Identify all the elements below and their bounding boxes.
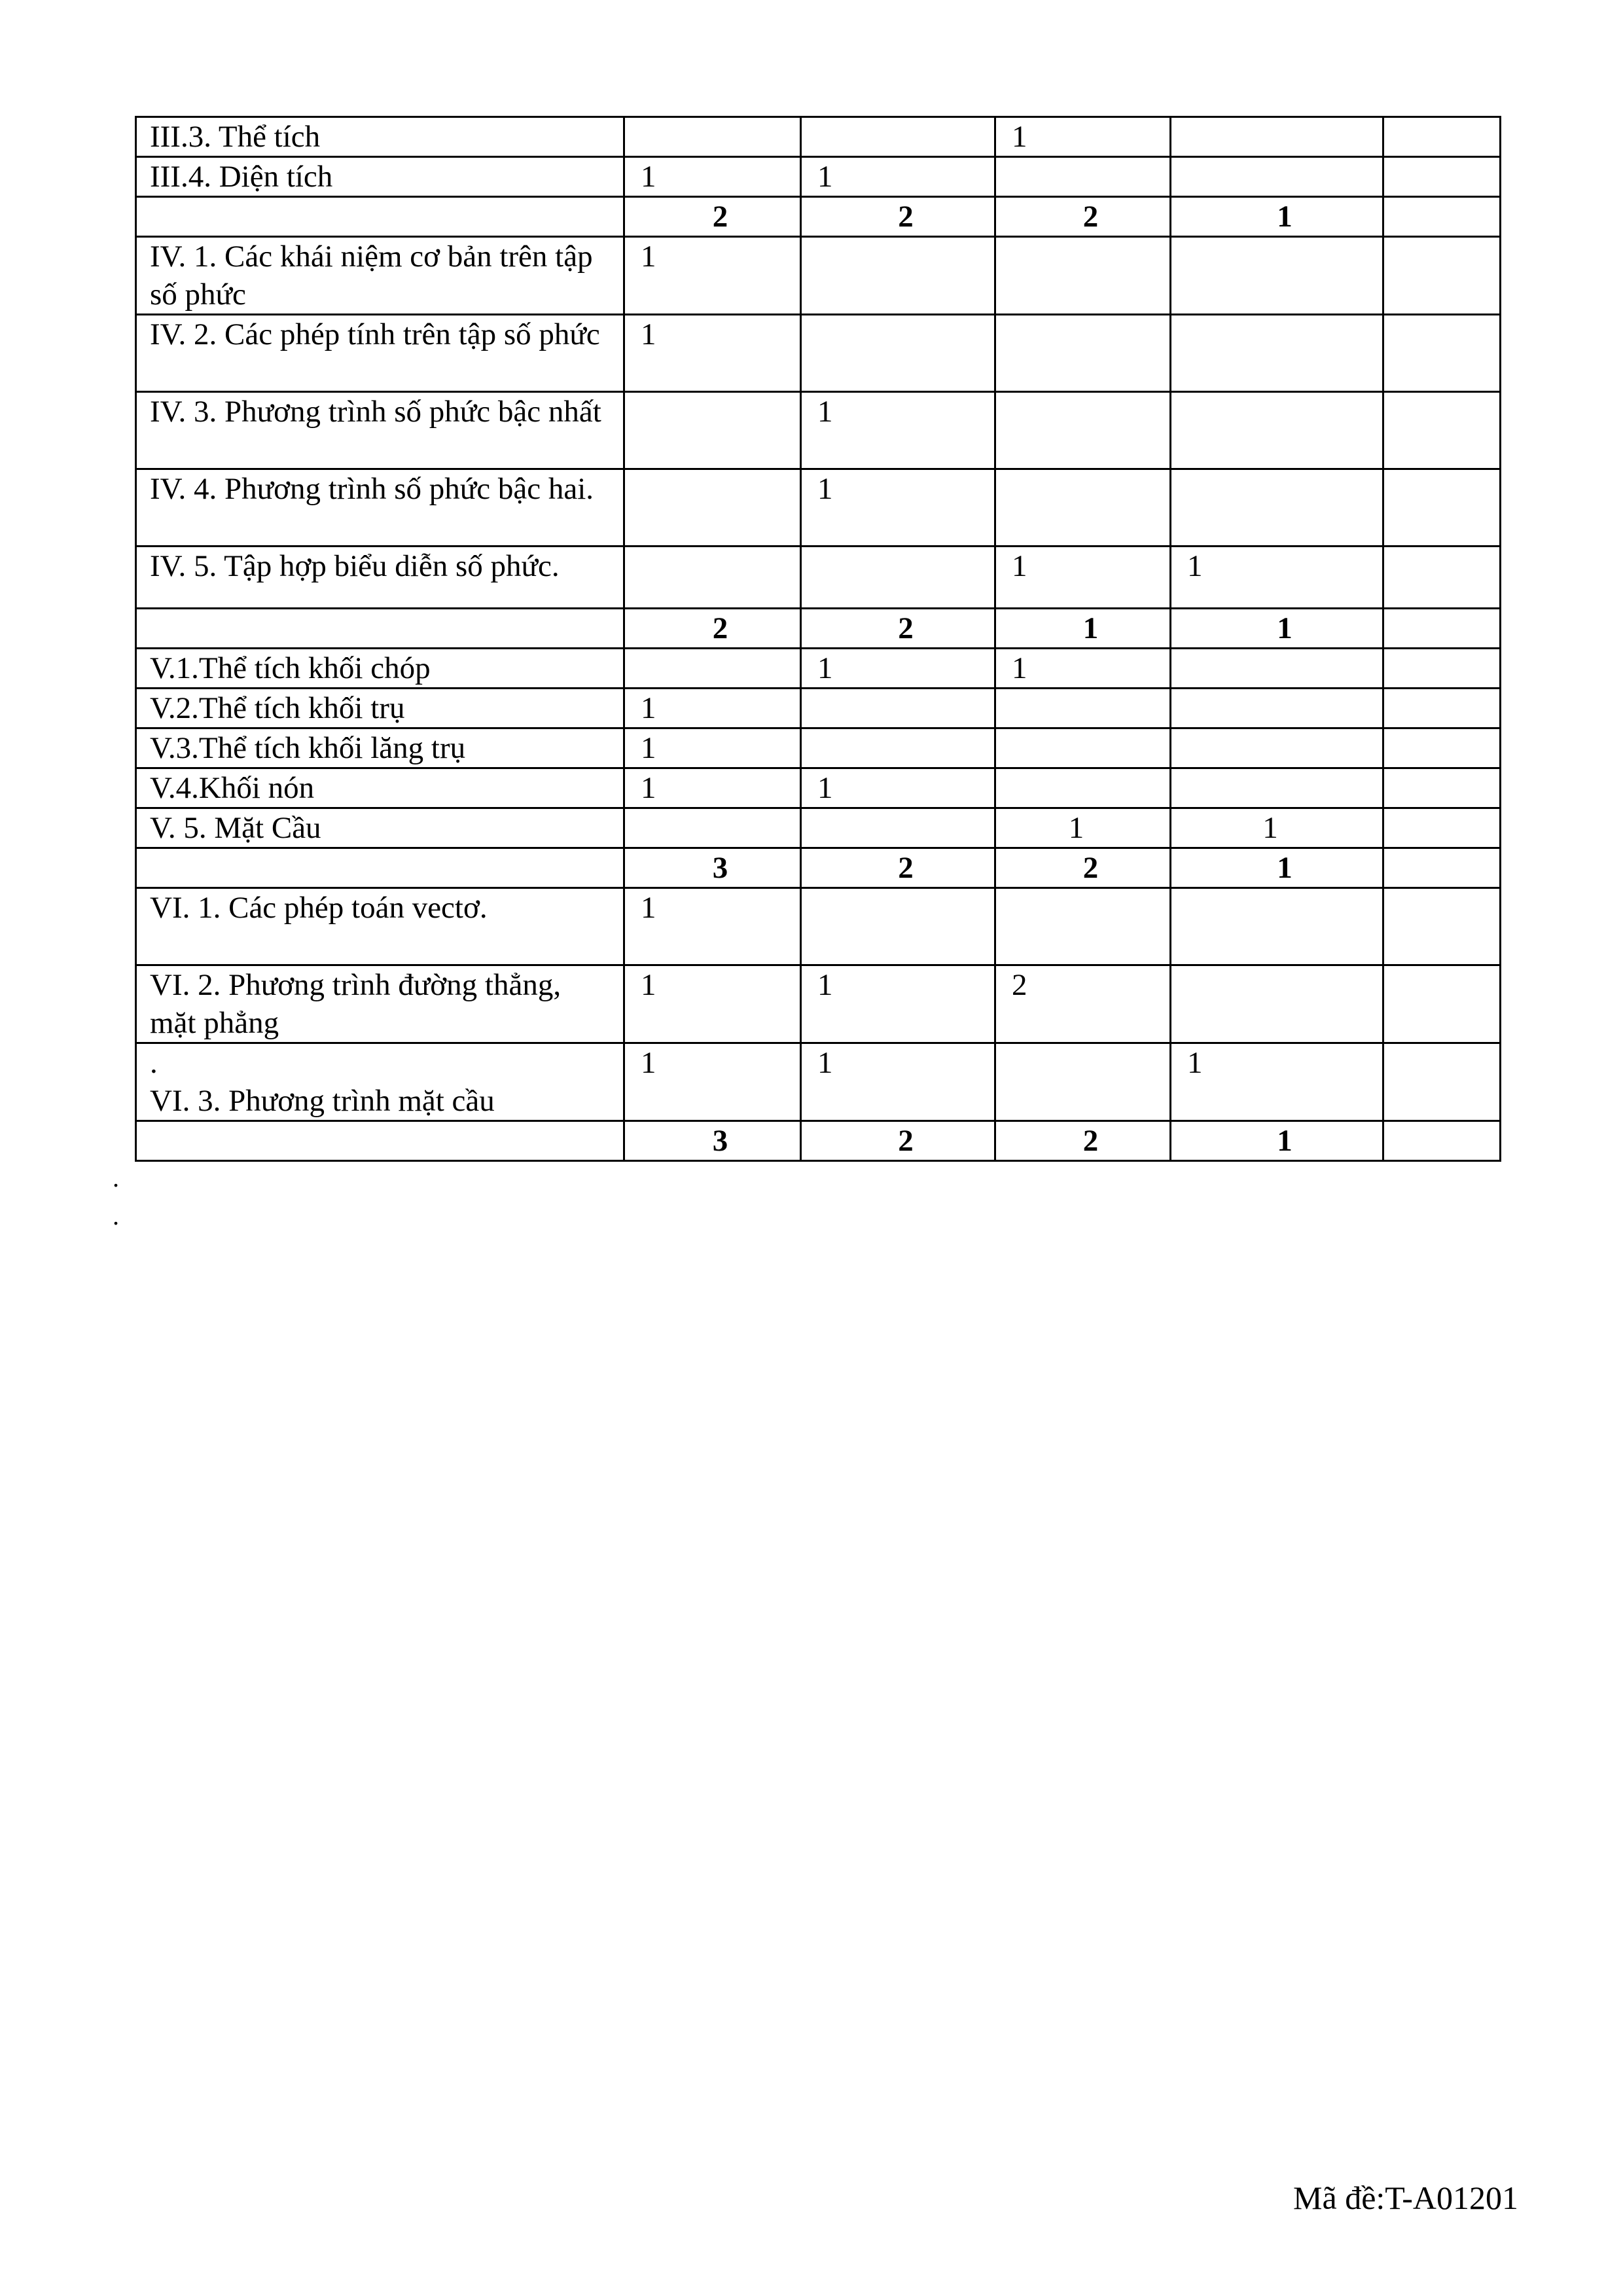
question-matrix-table — [135, 116, 1501, 1162]
count-cell: 1 — [801, 392, 995, 469]
count-cell — [1383, 157, 1501, 197]
count-cell: 1 — [995, 547, 1171, 609]
count-cell: 1 — [624, 768, 801, 808]
count-cell: 1 — [624, 888, 801, 965]
topic-cell: V.1.Thể tích khối chóp — [136, 649, 624, 689]
count-cell — [995, 392, 1171, 469]
count-cell — [624, 649, 801, 689]
table-row — [136, 237, 1501, 315]
count-cell — [995, 157, 1171, 197]
topic-cell: IV. 2. Các phép tính trên tập số phức — [136, 315, 624, 392]
count-cell — [995, 237, 1171, 315]
count-cell — [1171, 117, 1383, 157]
count-cell — [624, 117, 801, 157]
count-cell — [1383, 547, 1501, 609]
count-cell — [1383, 469, 1501, 547]
topic-cell: III.3. Thể tích — [136, 117, 624, 157]
count-cell — [1383, 888, 1501, 965]
count-cell — [1383, 315, 1501, 392]
total-count-cell: 3 — [624, 848, 801, 888]
count-cell — [1383, 1043, 1501, 1121]
count-cell — [995, 768, 1171, 808]
total-count-cell: 3 — [624, 1121, 801, 1161]
count-cell: 1 — [801, 768, 995, 808]
total-count-cell: 1 — [1171, 609, 1383, 649]
total-count-cell — [1383, 848, 1501, 888]
table-row — [136, 808, 1501, 848]
table-row — [136, 689, 1501, 728]
stray-dot: . — [113, 1201, 119, 1230]
total-count-cell — [1383, 1121, 1501, 1161]
table-row — [136, 117, 1501, 157]
count-cell — [801, 689, 995, 728]
total-count-cell: 2 — [801, 848, 995, 888]
table-row — [136, 649, 1501, 689]
table-row — [136, 392, 1501, 469]
topic-cell: V.3.Thể tích khối lăng trụ — [136, 728, 624, 768]
table-row — [136, 315, 1501, 392]
table-row — [136, 965, 1501, 1043]
count-cell — [995, 689, 1171, 728]
topic-cell: VI. 2. Phương trình đường thẳng, mặt phẳng — [136, 965, 624, 1043]
count-cell — [995, 1043, 1171, 1121]
total-count-cell — [1383, 197, 1501, 237]
total-label-cell — [136, 848, 624, 888]
count-cell — [1171, 392, 1383, 469]
topic-cell: . VI. 3. Phương trình mặt cầu — [136, 1043, 624, 1121]
count-cell — [995, 728, 1171, 768]
count-cell — [1171, 888, 1383, 965]
count-cell — [995, 888, 1171, 965]
topic-cell: V. 5. Mặt Cầu — [136, 808, 624, 848]
count-cell — [1383, 689, 1501, 728]
total-label-cell — [136, 197, 624, 237]
topic-cell: III.4. Diện tích — [136, 157, 624, 197]
count-cell — [624, 469, 801, 547]
topic-cell: IV. 1. Các khái niệm cơ bản trên tập số phức — [136, 237, 624, 315]
count-cell — [1171, 689, 1383, 728]
total-count-cell: 1 — [995, 609, 1171, 649]
topic-cell: IV. 5. Tập hợp biểu diễn số phức. — [136, 547, 624, 609]
count-cell: 1 — [801, 965, 995, 1043]
count-cell — [1383, 808, 1501, 848]
stray-dot: . — [113, 1163, 119, 1193]
exam-code: Mã đề:T-A01201 — [1293, 2179, 1518, 2216]
table-body — [136, 117, 1501, 1161]
count-cell — [1383, 237, 1501, 315]
count-cell — [995, 469, 1171, 547]
count-cell: 1 — [995, 117, 1171, 157]
count-cell — [624, 808, 801, 848]
table-row — [136, 547, 1501, 609]
topic-cell: V.2.Thể tích khối trụ — [136, 689, 624, 728]
total-count-cell: 1 — [1171, 1121, 1383, 1161]
total-row — [136, 848, 1501, 888]
table-row — [136, 469, 1501, 547]
count-cell — [1383, 392, 1501, 469]
count-cell — [1171, 649, 1383, 689]
count-cell — [624, 547, 801, 609]
total-count-cell — [1383, 609, 1501, 649]
count-cell — [1171, 315, 1383, 392]
count-cell — [1171, 237, 1383, 315]
count-cell: 1 — [801, 1043, 995, 1121]
count-cell: 1 — [801, 157, 995, 197]
count-cell — [801, 315, 995, 392]
count-cell: 1 — [624, 1043, 801, 1121]
count-cell — [1171, 469, 1383, 547]
count-cell — [801, 117, 995, 157]
count-cell: 1 — [624, 689, 801, 728]
count-cell: 1 — [995, 649, 1171, 689]
topic-cell: V.4.Khối nón — [136, 768, 624, 808]
total-count-cell: 2 — [995, 848, 1171, 888]
table-row — [136, 1043, 1501, 1121]
count-cell: 1 — [624, 728, 801, 768]
topic-cell: IV. 4. Phương trình số phức bậc hai. — [136, 469, 624, 547]
count-cell — [1171, 728, 1383, 768]
count-cell: 1 — [1171, 808, 1383, 848]
total-count-cell: 2 — [801, 609, 995, 649]
count-cell — [801, 888, 995, 965]
count-cell: 1 — [801, 649, 995, 689]
count-cell: 1 — [624, 157, 801, 197]
total-count-cell: 2 — [995, 1121, 1171, 1161]
count-cell — [995, 315, 1171, 392]
count-cell: 1 — [624, 965, 801, 1043]
count-cell: 1 — [995, 808, 1171, 848]
count-cell — [1383, 768, 1501, 808]
total-count-cell: 2 — [624, 609, 801, 649]
count-cell: 2 — [995, 965, 1171, 1043]
count-cell — [1383, 728, 1501, 768]
count-cell — [801, 808, 995, 848]
total-count-cell: 2 — [995, 197, 1171, 237]
total-count-cell: 2 — [801, 1121, 995, 1161]
count-cell: 1 — [1171, 547, 1383, 609]
count-cell — [1171, 768, 1383, 808]
total-row — [136, 197, 1501, 237]
count-cell — [1383, 117, 1501, 157]
count-cell — [624, 392, 801, 469]
count-cell: 1 — [801, 469, 995, 547]
table-row — [136, 768, 1501, 808]
topic-cell: IV. 3. Phương trình số phức bậc nhất — [136, 392, 624, 469]
count-cell — [1383, 965, 1501, 1043]
count-cell: 1 — [624, 315, 801, 392]
count-cell — [1171, 157, 1383, 197]
total-row — [136, 609, 1501, 649]
count-cell — [801, 237, 995, 315]
total-count-cell: 1 — [1171, 848, 1383, 888]
total-count-cell: 2 — [624, 197, 801, 237]
total-count-cell: 1 — [1171, 197, 1383, 237]
total-label-cell — [136, 1121, 624, 1161]
count-cell — [801, 547, 995, 609]
total-row — [136, 1121, 1501, 1161]
topic-cell: VI. 1. Các phép toán vectơ. — [136, 888, 624, 965]
table-row — [136, 888, 1501, 965]
count-cell — [1383, 649, 1501, 689]
total-count-cell: 2 — [801, 197, 995, 237]
table-row — [136, 157, 1501, 197]
count-cell: 1 — [1171, 1043, 1383, 1121]
count-cell: 1 — [624, 237, 801, 315]
count-cell — [1171, 965, 1383, 1043]
total-label-cell — [136, 609, 624, 649]
table-row — [136, 728, 1501, 768]
count-cell — [801, 728, 995, 768]
